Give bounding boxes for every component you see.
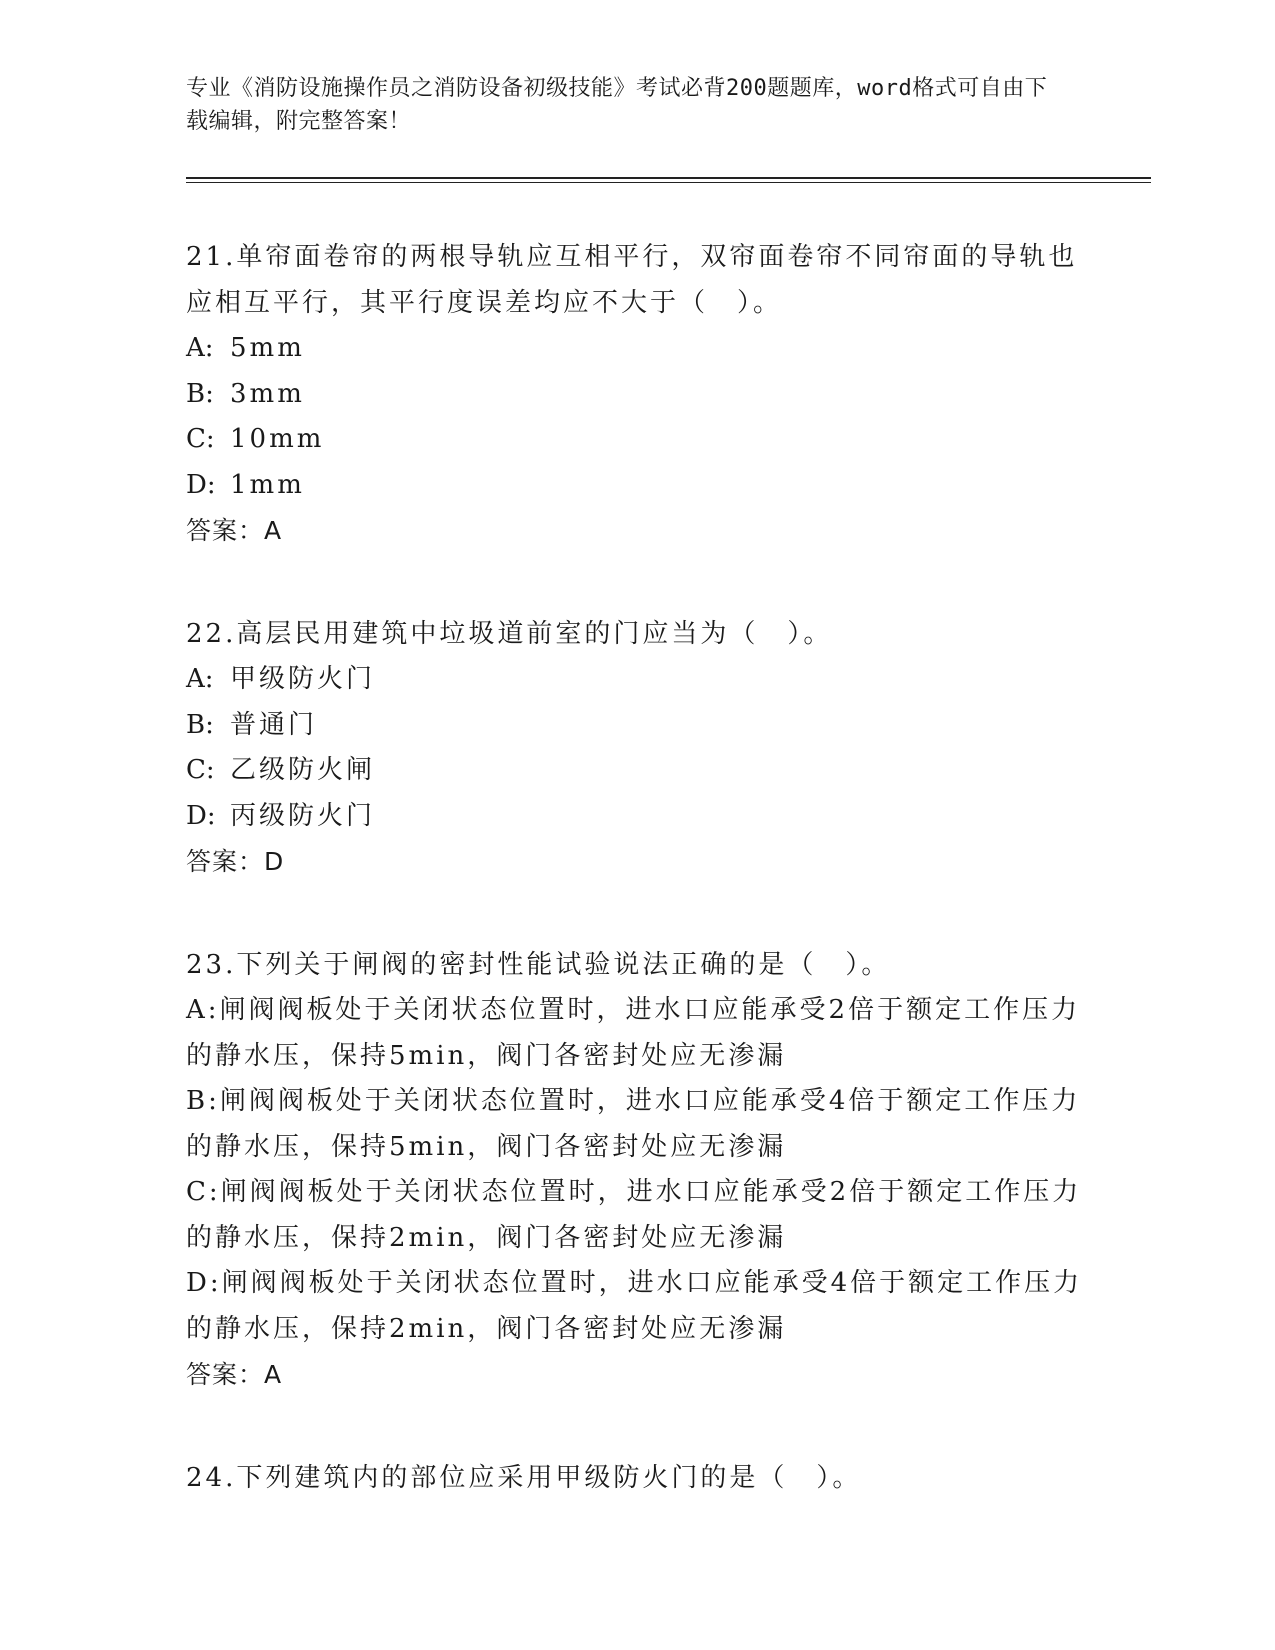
option-b: [186, 372, 1086, 418]
option-text: 10mm: [230, 424, 325, 454]
option-text: 3mm: [230, 378, 305, 409]
option-text: 普通门: [230, 709, 318, 740]
option-label: C:: [186, 755, 215, 785]
question-stem: 23.下列关于闸阀的密封性能试验说法正确的是（ ）。: [186, 950, 891, 980]
option-text: 闸阀阀板处于关闭状态位置时，进水口应能承受4倍于额定工作压力的静水压，保持5min，阀门各密封处应无渗漏: [186, 1086, 1081, 1162]
option-d: [186, 794, 1086, 840]
option-label: C:: [186, 1177, 221, 1207]
option-a: [186, 326, 1086, 372]
question-24: [186, 1455, 1086, 1501]
option-label: D:: [186, 469, 216, 500]
option-text: 乙级防火闸: [230, 755, 376, 785]
answer-line: 答案：D: [186, 847, 285, 876]
option-d: [186, 1261, 1086, 1352]
option-label: B:: [186, 709, 214, 740]
option-c: [186, 417, 1086, 463]
option-a: [186, 988, 1086, 1079]
option-label: D:: [186, 800, 216, 831]
option-d: [186, 463, 1086, 509]
answer-line: 答案：A: [186, 516, 283, 545]
question-stem: 22.高层民用建筑中垃圾道前室的门应当为（ ）。: [186, 619, 833, 649]
question-23: [186, 942, 1086, 1398]
option-c: [186, 748, 1086, 794]
question-21: [186, 234, 1086, 554]
option-text: 甲级防火门: [230, 664, 376, 694]
option-b: [186, 703, 1086, 749]
option-label: A:: [186, 333, 214, 363]
option-text: 丙级防火门: [230, 800, 376, 831]
question-stem: 21.单帘面卷帘的两根导轨应互相平行，双帘面卷帘不同帘面的导轨也应相互平行，其平行度误差均应不大于（ ）。: [186, 242, 1078, 318]
option-text: 1mm: [230, 469, 305, 500]
document-header: 专业《消防设施操作员之消防设备初级技能》考试必背200题题库，word格式可自由下载编辑，附完整答案！: [186, 76, 1048, 134]
option-label: B:: [186, 378, 214, 409]
option-b: [186, 1079, 1086, 1170]
question-list: [186, 234, 1086, 1558]
option-text: 闸阀阀板处于关闭状态位置时，进水口应能承受4倍于额定工作压力的静水压，保持2min，阀门各密封处应无渗漏: [186, 1268, 1083, 1344]
option-label: C:: [186, 424, 215, 454]
option-text: 闸阀阀板处于关闭状态位置时，进水口应能承受2倍于额定工作压力的静水压，保持5min，阀门各密封处应无渗漏: [186, 995, 1081, 1071]
question-stem: 24.下列建筑内的部位应采用甲级防火门的是（ ）。: [186, 1463, 862, 1493]
question-22: [186, 611, 1086, 885]
option-label: A:: [186, 995, 220, 1025]
option-c: [186, 1170, 1086, 1261]
option-label: B:: [186, 1086, 220, 1116]
option-label: A:: [186, 664, 214, 694]
option-label: D:: [186, 1268, 222, 1298]
option-text: 5mm: [230, 333, 305, 363]
option-a: [186, 657, 1086, 703]
option-text: 闸阀阀板处于关闭状态位置时，进水口应能承受2倍于额定工作压力的静水压，保持2min，阀门各密封处应无渗漏: [186, 1177, 1082, 1253]
header-divider-thin: [186, 182, 1151, 183]
header-divider-thick: [186, 177, 1151, 179]
answer-line: 答案：A: [186, 1360, 283, 1389]
